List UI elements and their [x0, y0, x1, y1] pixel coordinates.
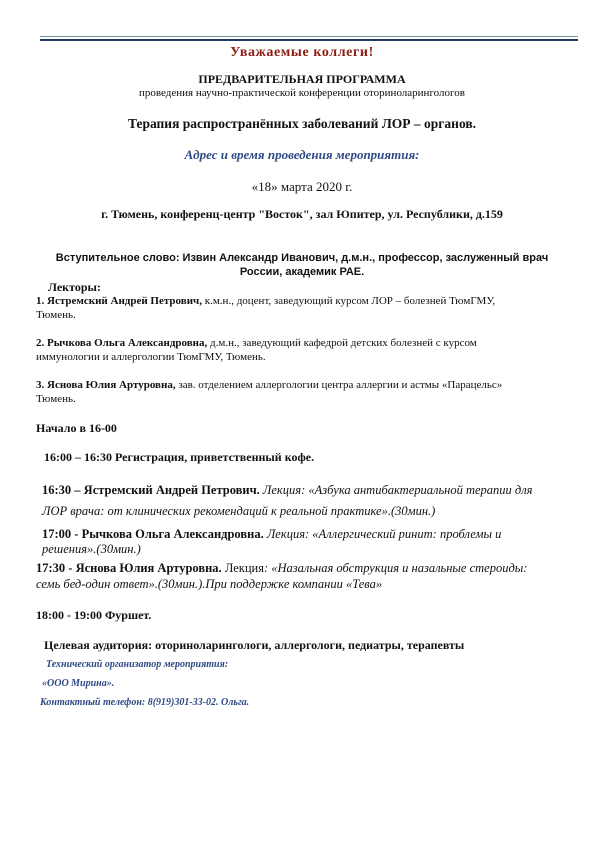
- schedule-lecture: Лекция: «Аллергический ринит: проблемы и: [263, 527, 502, 541]
- event-date: «18» марта 2020 г.: [251, 179, 353, 194]
- schedule-lecture-cont: решения».(30мин.): [42, 542, 141, 556]
- header-rule-thick: [40, 39, 578, 41]
- schedule-lecture-cont: ЛОР врача: от клинических рекомендаций к реальной практике».(30мин.): [42, 504, 436, 518]
- organizer-name: «ООО Мирина».: [42, 678, 115, 689]
- lecturer-name: 3. Яснова Юлия Артуровна,: [36, 379, 176, 391]
- schedule-head: 17:00 - Рычкова Ольга Александровна.: [42, 527, 264, 541]
- schedule-item: [42, 480, 533, 522]
- schedule-item: [42, 527, 501, 557]
- schedule-lecture-label: Лекция: [221, 561, 264, 575]
- lecturer-item: [36, 378, 502, 406]
- target-audience: Целевая аудитория: оториноларингологи, аллергологи, педиатры, терапевты: [44, 638, 465, 652]
- address-heading: Адрес и время проведения мероприятия:: [184, 147, 420, 162]
- schedule-buffet: 18:00 - 19:00 Фуршет.: [36, 608, 152, 622]
- organizer-label: Технический организатор мероприятия:: [46, 659, 229, 670]
- program-title: ПРЕДВАРИТЕЛЬНАЯ ПРОГРАММА: [198, 72, 406, 86]
- lecturer-details: д.м.н., заведующий кафедрой детских болезней с курсом: [207, 337, 477, 349]
- schedule-registration: 16:00 – 16:30 Регистрация, приветственный кофе.: [44, 450, 315, 464]
- start-time: Начало в 16-00: [36, 421, 117, 435]
- lecturer-details-cont: Тюмень.: [36, 393, 76, 405]
- program-subtitle: проведения научно-практической конференции оториноларингологов: [139, 87, 465, 99]
- lecturer-details-cont: Тюмень.: [36, 309, 76, 321]
- intro-line-1: Вступительное слово: Извин Александр Иванович, д.м.н., профессор, заслуженный врач: [55, 252, 549, 264]
- header-rule-thin: [40, 36, 578, 37]
- event-venue: г. Тюмень, конференц-центр "Восток", зал Юпитер, ул. Республики, д.159: [101, 207, 503, 221]
- lecturer-name: 2. Рычкова Ольга Александровна,: [36, 337, 208, 349]
- lecturer-name: 1. Ястремский Андрей Петрович,: [36, 295, 202, 307]
- lecturer-item: [36, 336, 477, 364]
- lecturer-details: зав. отделением аллергологии центра аллергии и астмы «Парацельс»: [175, 379, 503, 391]
- schedule-lecture: Лекция: «Азбука антибактериальной терапии для: [259, 483, 533, 497]
- schedule-head: 17:30 - Яснова Юлия Артуровна.: [36, 561, 222, 575]
- schedule-lecture-cont: семь бед-один ответ».(30мин.).При поддержке компании «Тева»: [36, 577, 383, 591]
- lecturer-details: к.м.н., доцент, заведующий курсом ЛОР – болезней ТюмГМУ,: [202, 295, 496, 307]
- lecturer-details-cont: иммунологии и аллергологии ТюмГМУ, Тюмень.: [36, 351, 266, 363]
- lecturer-item: [36, 294, 495, 322]
- schedule-head: 16:30 – Ястремский Андрей Петрович.: [42, 483, 260, 497]
- schedule-lecture: : «Назальная обструкция и назальные стероиды:: [263, 561, 528, 575]
- contact-phone: Контактный телефон: 8(919)301-33-02. Ольга.: [40, 697, 250, 708]
- schedule-item: [36, 560, 527, 592]
- conference-title: Терапия распространённых заболеваний ЛОР – органов.: [127, 116, 477, 131]
- lecturers-heading: Лекторы:: [48, 280, 101, 294]
- intro-line-2: России, академик РАЕ.: [239, 266, 365, 278]
- greeting: Уважаемые коллеги!: [230, 45, 374, 60]
